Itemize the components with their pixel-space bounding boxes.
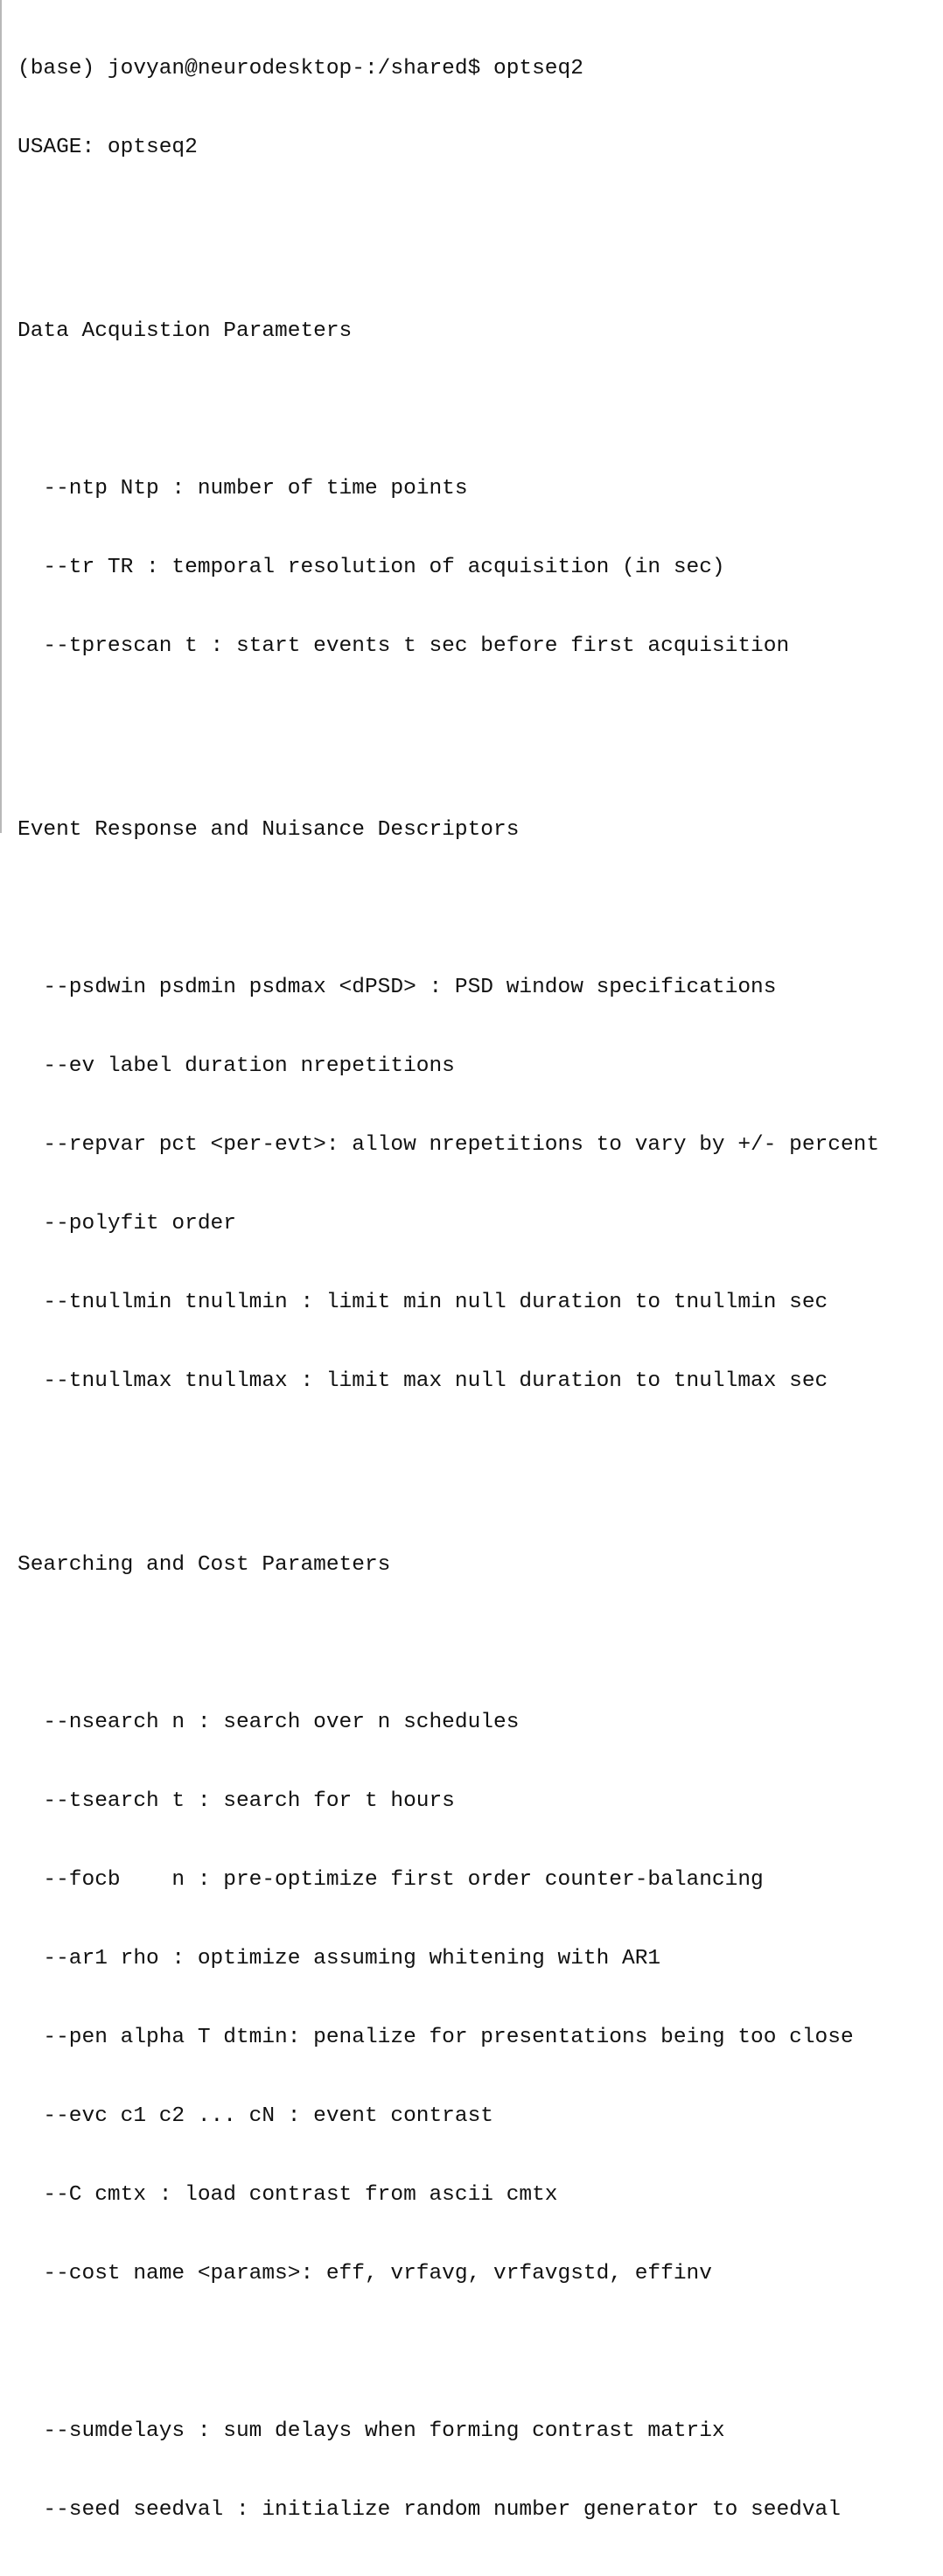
option-tnullmin: --tnullmin tnullmin : limit min null duration to tnullmin sec [17,1291,828,1314]
option-sumdelays: --sumdelays : sum delays when forming contrast matrix [17,2419,725,2443]
option-ev: --ev label duration nrepetitions [17,1054,455,1078]
option-c: --C cmtx : load contrast from ascii cmtx [17,2183,558,2207]
option-focb: --focb n : pre-optimize first order counter-balancing [17,1868,764,1892]
option-repvar: --repvar pct <per-evt>: allow nrepetitions to vary by +/- percent [17,1133,880,1157]
option-cost: --cost name <params>: eff, vrfavg, vrfavgstd, effinv [17,2262,712,2286]
usage-line: USAGE: optseq2 [17,136,198,159]
blank-line [17,896,943,922]
option-tprescan: --tprescan t : start events t sec before first acquisition [17,634,790,658]
blank-line [17,2340,943,2366]
blank-line [17,712,943,738]
blank-line [17,1447,943,1474]
blank-line [17,214,943,240]
option-pen: --pen alpha T dtmin: penalize for presentations being too close [17,2026,854,2049]
option-evc: --evc c1 c2 ... cN : event contrast [17,2104,493,2128]
blank-line [17,1631,943,1657]
terminal-output[interactable] [2,0,943,2576]
blank-line [17,397,943,424]
option-tsearch: --tsearch t : search for t hours [17,1789,455,1813]
option-ntp: --ntp Ntp : number of time points [17,477,468,500]
option-seed: --seed seedval : initialize random number generator to seedval [17,2498,841,2522]
section-heading-searching-cost: Searching and Cost Parameters [17,1553,391,1577]
shell-prompt-line: (base) jovyan@neurodesktop-:/shared$ optseq2 [17,57,583,80]
option-tr: --tr TR : temporal resolution of acquisition (in sec) [17,556,725,579]
option-nsearch: --nsearch n : search over n schedules [17,1711,520,1734]
section-heading-event-response: Event Response and Nuisance Descriptors [17,818,520,842]
option-psdwin: --psdwin psdmin psdmax <dPSD> : PSD window specifications [17,976,777,999]
section-heading-data-acquisition: Data Acquistion Parameters [17,319,353,343]
option-polyfit: --polyfit order [17,1212,236,1236]
option-tnullmax: --tnullmax tnullmax : limit max null duration to tnullmax sec [17,1369,828,1393]
option-ar1: --ar1 rho : optimize assuming whitening with AR1 [17,1947,661,1970]
